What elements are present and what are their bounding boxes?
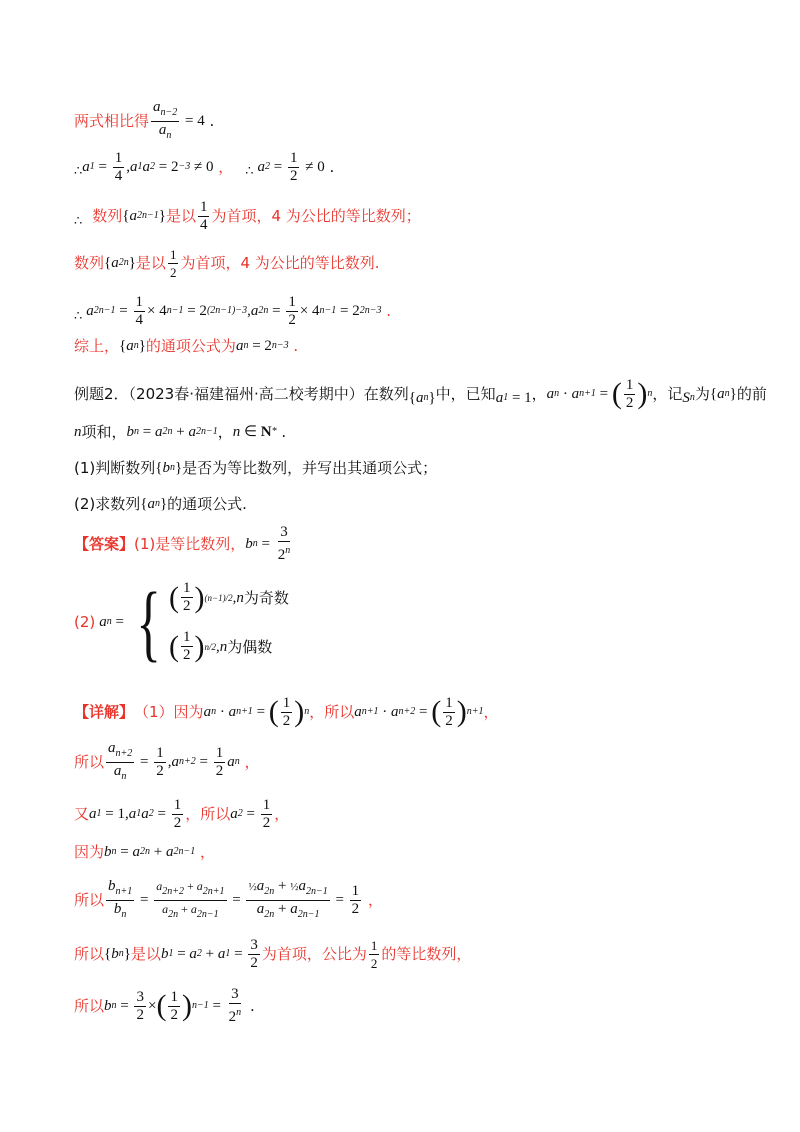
answer-2-piecewise: (2) a n = { ( $\frac{1}{2}$ ) (n−1)/2 , n 为奇数 ( $\frac{1}{2}$ ) n/2 , n 为偶数 <box>74 574 289 670</box>
seq-odd-is: 是以 <box>165 207 196 225</box>
detail-bn-geometric: 所以 { b n } 是以 b 1 = a 2 + a 1 = $\frac{3}{2}$ 为首项，公比为 $\frac{1}{2}$ 的等比数列， <box>74 936 472 971</box>
ratio-label: 两式相比得 <box>74 112 150 130</box>
ratio-fraction: $\frac{a_{n-2}}{a_n}$ <box>153 98 178 141</box>
detail-1: 【详解】 （1）因为 a n · a n+1 = ( $\frac{1}{2}$ ) n ，所以 a n+1 · a n+2 = ( $\frac{1}{2}$ ) n+1 ， <box>74 694 499 729</box>
therefore-symbol: ∴ <box>74 164 83 179</box>
seq-label-odd: 数列 <box>92 207 123 225</box>
detail-ratio: 所以 $\frac{a_{n+2}}{a_n}$ = $\frac{1}{2}$ , a n+2 = $\frac{1}{2}$ a n ， <box>74 739 260 782</box>
general-terms-line: ∴ a 2n−1 = $\frac{1}{4}$ × 4 n−1 = 2 (2n−1)−3 , a 2n = $\frac{1}{2}$ × 4 n−1 = 2 2n−3 . <box>74 293 392 328</box>
initial-values-line: ∴ a 1 = $\frac{1}{4}$ , a 1 a 2 = 2 −3 ≠ 0 ， ∴ a 2 = $\frac{1}{2}$ ≠ 0 . <box>74 149 335 184</box>
ratio-line: 两式相比得 $\frac{a_{n-2}}{a_n}$ = 4 . <box>74 104 740 138</box>
answer-tag: 【答案】 <box>74 535 135 553</box>
even-subsequence-line: 数列 { a 2n } 是以 $\frac{1}{2}$ 为首项，4 为公比的等比数列. <box>74 246 380 280</box>
detail-because: 因为 b n = a 2n + a 2n−1 ， <box>74 843 215 861</box>
example-2-line-2: n 项和， b n = a 2n + a 2n−1 ， n ∈ N * . <box>74 423 287 441</box>
summary-formula-label: 的通项公式为 <box>145 337 236 355</box>
answer-1: 【答案】 (1)是等比数列， b n = $\frac{3}{2^n}$ <box>74 524 291 563</box>
question-1: (1)判断数列 { b n } 是否为等比数列，并写出其通项公式； <box>74 459 438 477</box>
detail-bn-formula: 所以 b n = $\frac{3}{2}$ × ( $\frac{1}{2}$ ) n−1 = $\frac{3}{2^n}$ . <box>74 986 255 1025</box>
summary-label: 综上， <box>74 337 120 355</box>
summary-line: 综上， { a n } 的通项公式为 a n = 2 n−3 . <box>74 337 299 355</box>
detail-initial: 又 a 1 = 1, a 1 a 2 = $\frac{1}{2}$ ，所以 a 2 = $\frac{1}{2}$ ， <box>74 796 290 831</box>
question-2: (2)求数列 { a n } 的通项公式. <box>74 495 247 513</box>
detail-tag: 【详解】 <box>74 703 135 721</box>
odd-subsequence-line: ∴ 数列 { a 2n−1 } 是以 $\frac{1}{4}$ 为首项，4 为公比的等比数列； <box>74 198 421 233</box>
example-2-line-1: 例题2．（2023春·福建福州·高二校考期中）在数列 { a n } 中，已知 a 1 = 1 ， a n · a n+1 = ( $\frac{1}{2}$ ) n ，记 S n 为 { a n } 的前 <box>74 376 767 411</box>
seq-even-is: 是以 <box>135 254 166 272</box>
seq-even-conclusion: 为首项，4 为公比的等比数列. <box>180 254 380 272</box>
detail-bn-ratio: 所以 $\frac{b_{n+1}}{b_n}$ = $\frac{a_{2n+2} + a_{2n+1}}{a_{2n} + a_{2n-1}}$ = $\frac{\frac{1}{2}a_{2n} + \frac{1}{2}a_{2n-1}}{a_{2n} + a_{2n-1}}$ = $\frac{1}{2}$ ， <box>74 877 383 920</box>
example-2-label: 例题2．（2023春·福建福州·高二校考期中）在数列 <box>74 385 409 403</box>
seq-odd-conclusion: 为首项，4 为公比的等比数列； <box>211 207 421 225</box>
seq-label-even: 数列 <box>74 254 105 272</box>
